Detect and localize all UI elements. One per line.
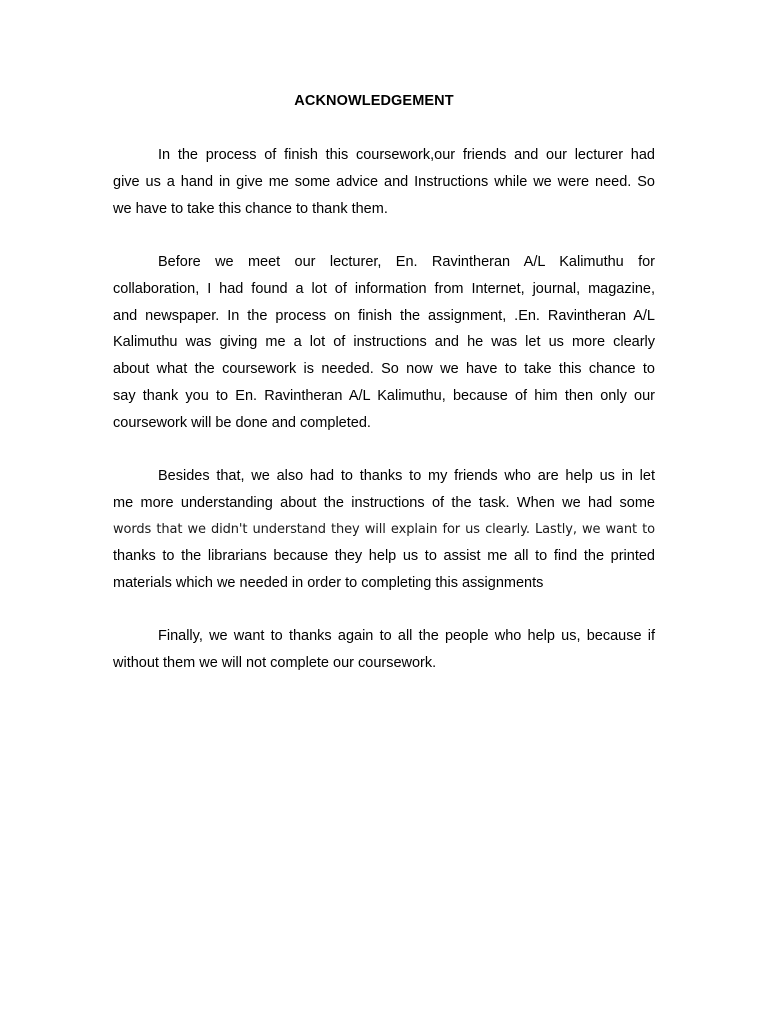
paragraph-friends (113, 463, 655, 597)
text-line: give us a hand in give me some advice and Instructions while we were need. So (113, 173, 655, 190)
text-line: say thank you to En. Ravintheran A/L Kalimuthu, because of him then only our (113, 387, 655, 404)
text-line: and newspaper. In the process on finish the assignment, .En. Ravintheran A/L (113, 307, 655, 324)
text-line: materials which we needed in order to completing this assignments (113, 575, 544, 592)
text-line: about what the coursework is needed. So now we have to take this chance to (113, 361, 655, 378)
paragraph-closing (113, 623, 655, 677)
text-line: In the process of finish this coursework,our friends and our lecturer had (158, 147, 655, 163)
text-line: collaboration, I had found a lot of information from Internet, journal, magazine, (113, 280, 655, 297)
paragraph-intro (113, 142, 655, 222)
text-line: me more understanding about the instructions of the task. When we had some (113, 494, 655, 511)
paragraph-lecturer (113, 249, 655, 437)
text-line: Besides that, we also had to thanks to my friends who are help us in let (158, 468, 655, 484)
text-line: we have to take this chance to thank them. (113, 200, 388, 217)
text-line: coursework will be done and completed. (113, 414, 371, 431)
text-line: thanks to the librarians because they help us to assist me all to find the printed (113, 548, 655, 565)
text-line: words that we didn't understand they will explain for us clearly. Lastly, we want to (113, 521, 655, 537)
text-line: Before we meet our lecturer, En. Ravintheran A/L Kalimuthu for (158, 254, 655, 270)
text-line: Kalimuthu was giving me a lot of instructions and he was let us more clearly (113, 334, 655, 351)
page-title: ACKNOWLEDGEMENT (294, 93, 454, 109)
text-line: Finally, we want to thanks again to all the people who help us, because if (158, 628, 655, 644)
text-line: without them we will not complete our coursework. (113, 654, 437, 671)
